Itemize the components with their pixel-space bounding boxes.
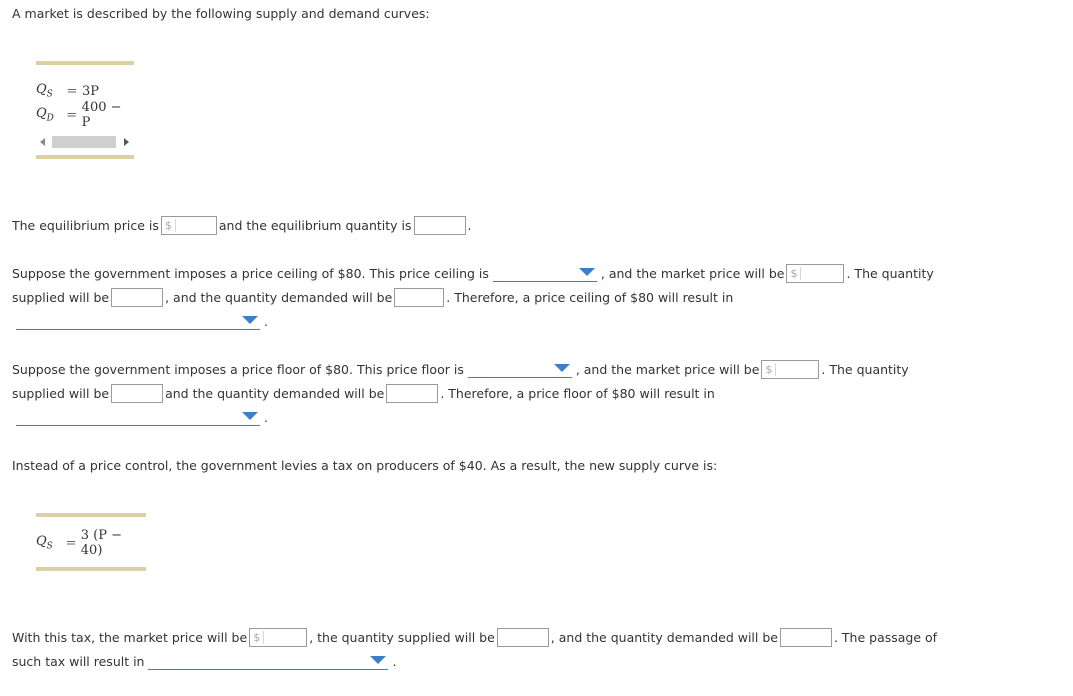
tax-demanded-label: , and the quantity demanded will be — [550, 629, 778, 645]
floor-row-2 — [12, 382, 715, 404]
period: . — [264, 313, 268, 329]
tax-market-price-label: With this tax, the market price will be — [12, 629, 248, 645]
tax-passage-text: . The passage of — [833, 629, 938, 645]
ceiling-result-dropdown[interactable] — [16, 313, 260, 330]
qs-subscript: S — [46, 541, 53, 552]
qs-subscript: S — [46, 89, 53, 100]
ceiling-result-label: . Therefore, a price ceiling of $80 will result in — [446, 289, 734, 305]
qs-rhs: 3P — [82, 83, 100, 99]
qd-equals: = — [66, 107, 78, 123]
tax-supply-equation-box — [36, 513, 146, 571]
chevron-down-icon — [554, 364, 570, 372]
ceiling-row-1 — [12, 262, 934, 284]
tax-supply-equation — [36, 528, 146, 558]
qd-rhs: 400 − P — [81, 100, 122, 130]
ceiling-quantity-text: . The quantity — [846, 265, 934, 281]
ceiling-demanded-label: , and the quantity demanded will be — [165, 289, 393, 305]
intro-label: A market is described by the following supply and demand curves: — [12, 5, 430, 21]
tax-quantity-demanded-input[interactable] — [780, 628, 832, 647]
tax-market-price-input[interactable] — [249, 628, 307, 647]
scrollbar-thumb[interactable] — [52, 136, 116, 148]
qs-equals: = — [65, 535, 77, 551]
qd-subscript: D — [46, 113, 54, 124]
ceiling-market-price-input[interactable] — [786, 264, 844, 283]
scroll-right-arrow-icon[interactable] — [124, 138, 129, 146]
floor-quantity-demanded-input[interactable] — [386, 384, 438, 403]
ceiling-row-3 — [12, 310, 268, 332]
intro-text — [12, 2, 430, 24]
floor-market-price-label: , and the market price will be — [575, 361, 760, 377]
floor-row-3 — [12, 406, 268, 428]
supply-demand-equations — [36, 61, 134, 159]
qs-symbol: Q — [36, 82, 47, 98]
floor-row-1 — [12, 358, 909, 380]
demand-equation — [36, 100, 134, 130]
dollar-sign: $ — [253, 631, 264, 644]
tax-row-1 — [12, 626, 937, 648]
floor-quantity-supplied-input[interactable] — [111, 384, 163, 403]
scroll-left-arrow-icon[interactable] — [40, 138, 45, 146]
dollar-sign: $ — [165, 219, 176, 232]
equilibrium-quantity-label: and the equilibrium quantity is — [218, 217, 412, 233]
tax-row-2 — [12, 650, 396, 672]
qs-rhs: 3 (P − 40) — [80, 528, 123, 558]
floor-market-price-input[interactable] — [761, 360, 819, 379]
chevron-down-icon — [242, 412, 258, 420]
ceiling-binding-dropdown[interactable] — [493, 265, 597, 282]
period: . — [264, 409, 268, 425]
dollar-sign: $ — [765, 363, 776, 376]
equation-scrollbar[interactable] — [36, 133, 134, 151]
tax-result-label: such tax will result in — [12, 653, 145, 669]
ceiling-quantity-supplied-input[interactable] — [111, 288, 163, 307]
floor-demanded-label: and the quantity demanded will be — [165, 385, 385, 401]
chevron-down-icon — [370, 656, 386, 664]
period: . — [392, 653, 397, 669]
period: . — [467, 217, 472, 233]
equilibrium-price-input[interactable] — [161, 216, 217, 235]
ceiling-market-price-label: , and the market price will be — [600, 265, 785, 281]
qs-symbol: Q — [36, 534, 47, 550]
floor-intro-text: Suppose the government imposes a price floor of $80. This price floor is — [12, 361, 464, 377]
qs-equals: = — [66, 83, 78, 99]
ceiling-supplied-label: supplied will be — [12, 289, 110, 305]
equation-bottom-rule — [36, 567, 146, 571]
tax-intro-text: Instead of a price control, the government levies a tax on producers of $40. As a result, the new supply curve is: — [12, 457, 718, 473]
tax-intro-row — [12, 454, 717, 476]
floor-result-label: . Therefore, a price floor of $80 will result in — [440, 385, 715, 401]
dollar-sign: $ — [790, 267, 801, 280]
equilibrium-quantity-input[interactable] — [414, 216, 466, 235]
ceiling-quantity-demanded-input[interactable] — [394, 288, 444, 307]
floor-binding-dropdown[interactable] — [468, 361, 572, 378]
floor-result-dropdown[interactable] — [16, 409, 260, 426]
ceiling-row-2 — [12, 286, 733, 308]
tax-result-dropdown[interactable] — [148, 653, 388, 670]
floor-quantity-text: . The quantity — [821, 361, 909, 377]
equilibrium-row — [12, 214, 472, 236]
chevron-down-icon — [242, 316, 258, 324]
chevron-down-icon — [579, 268, 595, 276]
equilibrium-price-label: The equilibrium price is — [12, 217, 159, 233]
floor-supplied-label: supplied will be — [12, 385, 110, 401]
qd-symbol: Q — [36, 106, 47, 122]
equation-bottom-rule — [36, 155, 134, 159]
tax-supplied-label: , the quantity supplied will be — [309, 629, 495, 645]
ceiling-intro-text: Suppose the government imposes a price ceiling of $80. This price ceiling is — [12, 265, 489, 281]
tax-quantity-supplied-input[interactable] — [497, 628, 549, 647]
